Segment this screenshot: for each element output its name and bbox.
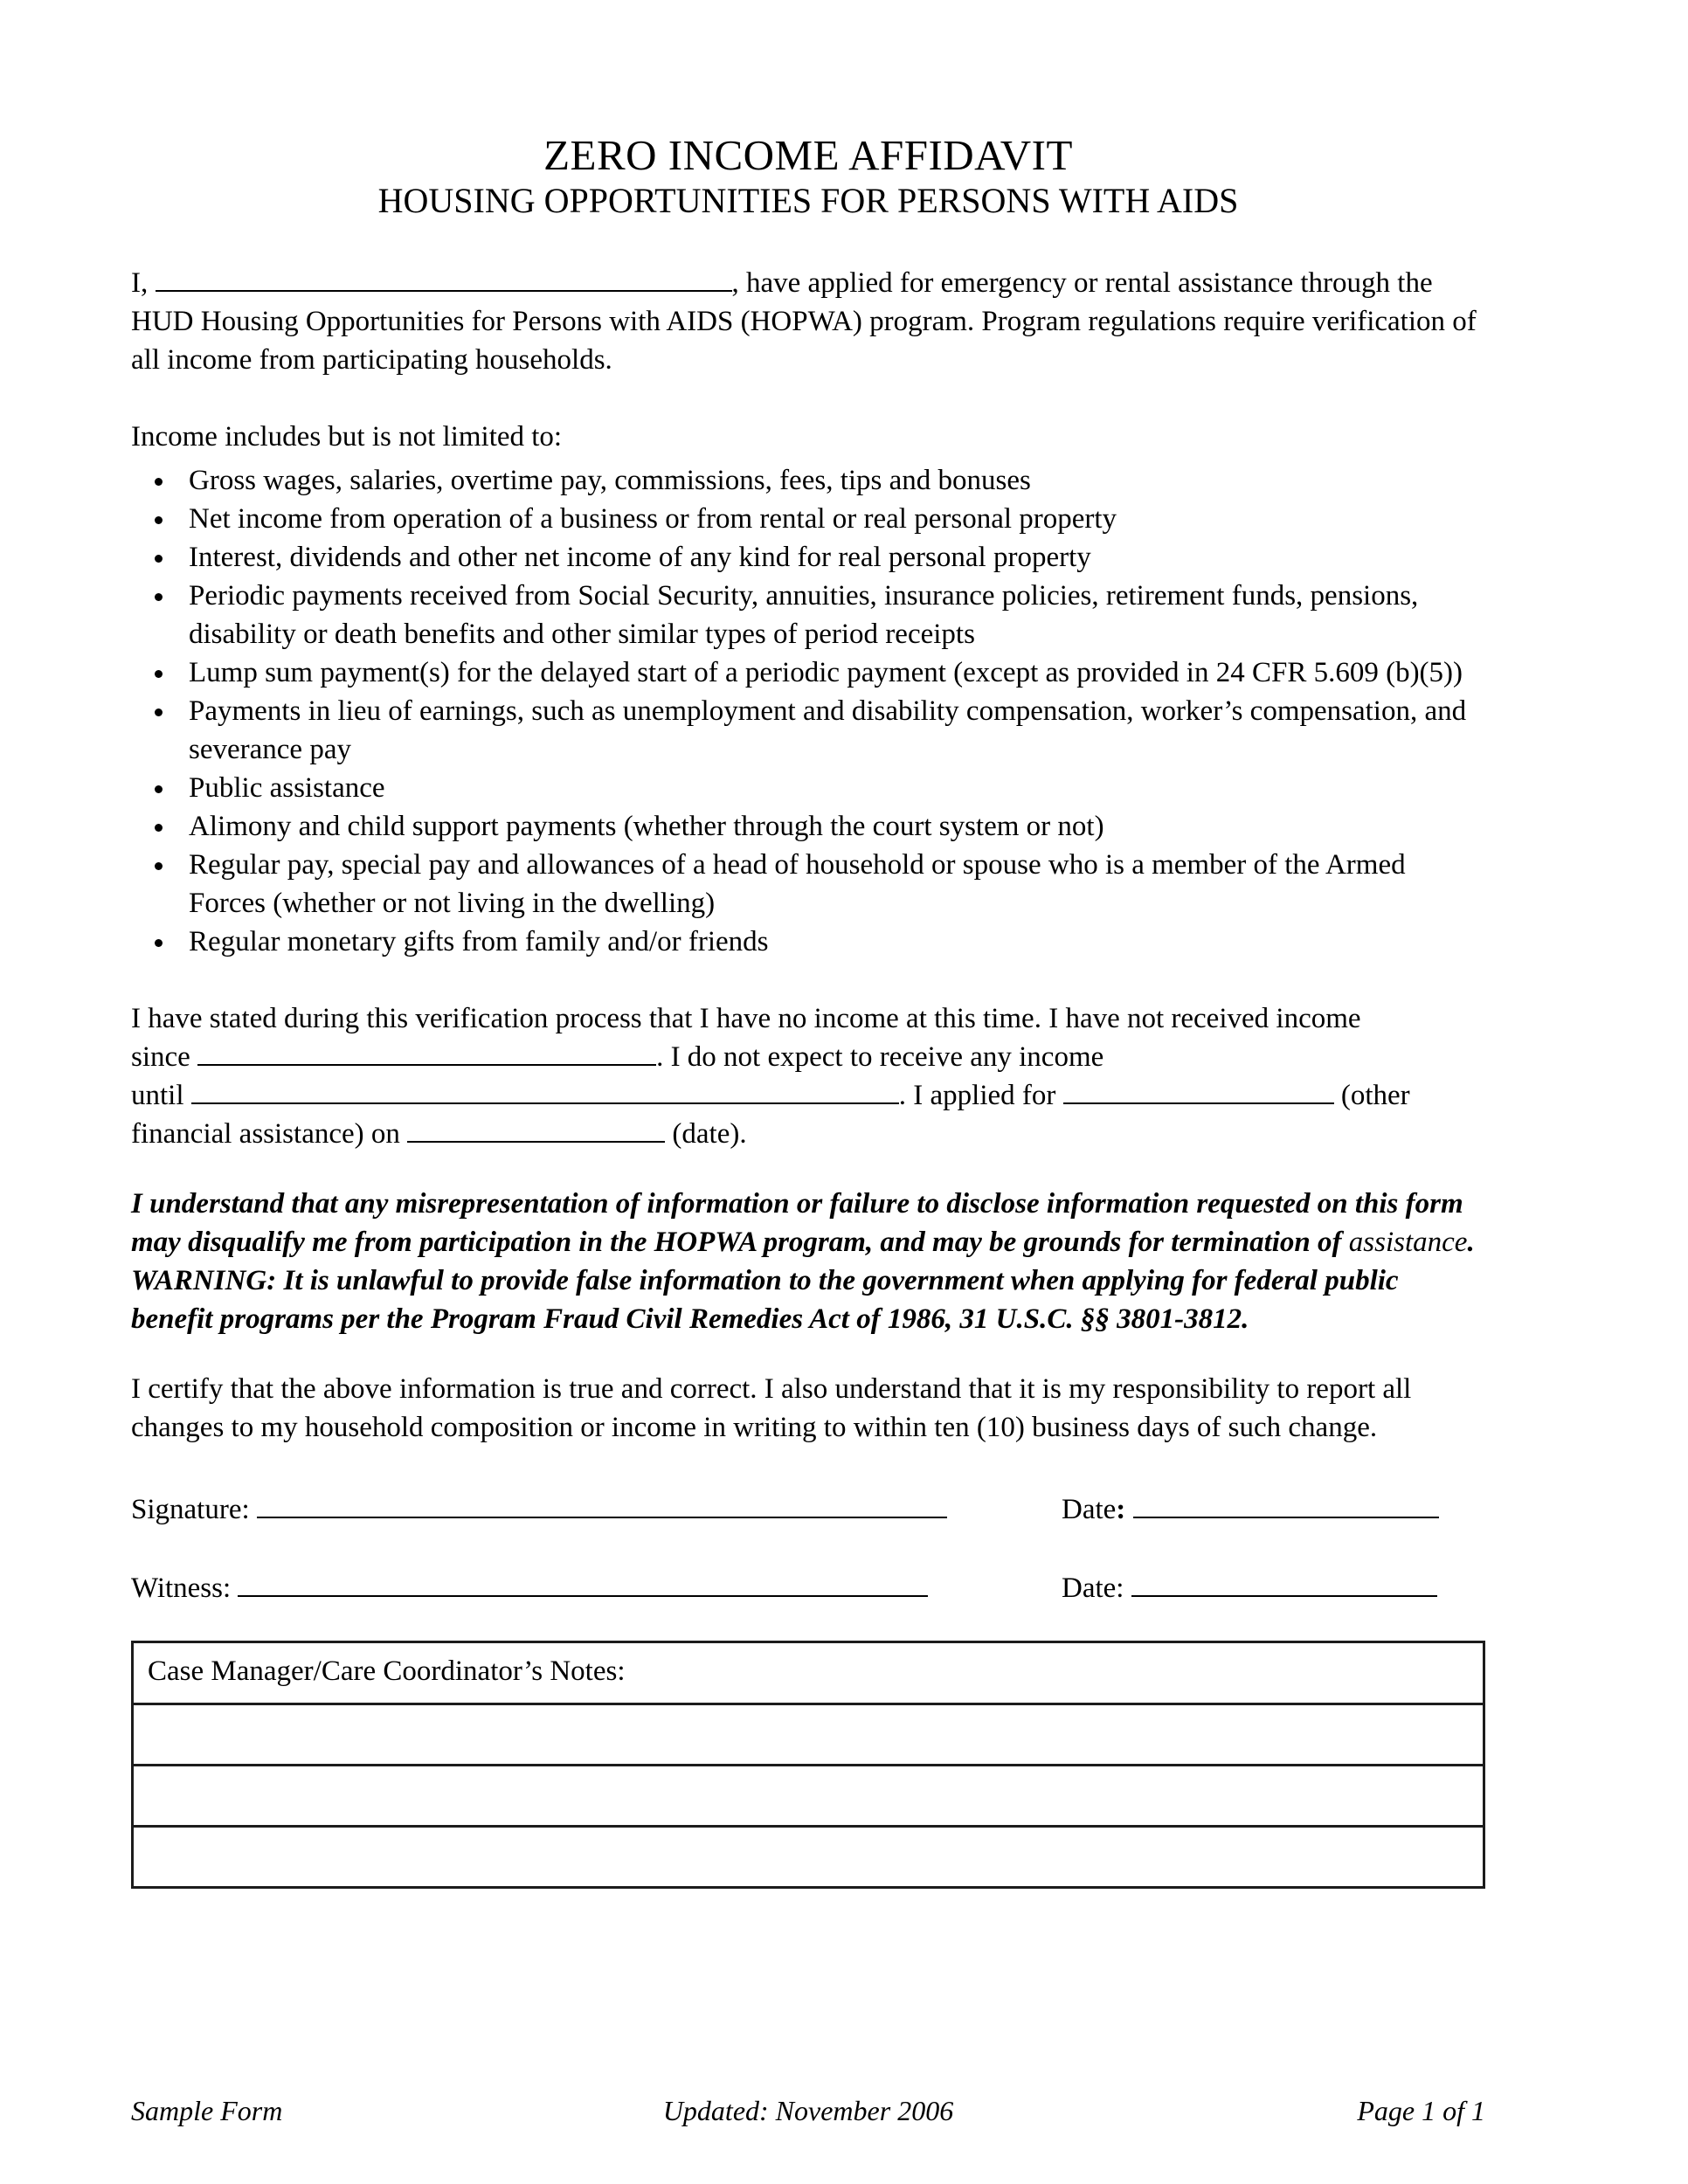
notes-empty-row-3[interactable] — [134, 1825, 1483, 1886]
income-item-text: Periodic payments received from Social Security, annuities, insurance policies, retirement funds, pensions, disability or death benefits and other similar types of period receipts — [189, 580, 1419, 650]
income-item-text: Lump sum payment(s) for the delayed start of a periodic payment (except as provided in 24 CFR 5.609 (b)(5)) — [189, 657, 1463, 688]
notes-empty-row-2[interactable] — [134, 1764, 1483, 1825]
income-list-item — [176, 461, 1485, 500]
income-item-text: Regular monetary gifts from family and/or friends — [189, 926, 769, 957]
signature-blank[interactable] — [257, 1490, 947, 1518]
notes-empty-row-1[interactable] — [134, 1703, 1483, 1764]
signature-label: Signature: — [131, 1494, 250, 1525]
case-manager-notes-box — [131, 1641, 1485, 1889]
income-item-text: Payments in lieu of earnings, such as unemployment and disability compensation, worker’s compensation, and severance pay — [189, 695, 1467, 765]
certification-paragraph: I certify that the above information is true and correct. I also understand that it is my responsibility to report all changes to my household composition or income in writing to within ten (10) business days of such change. — [131, 1373, 1412, 1443]
income-list-item — [176, 500, 1485, 538]
footer-left: Sample Form — [131, 2095, 283, 2126]
income-list-item — [176, 923, 1485, 961]
statement-paragraph — [131, 999, 1485, 1153]
page-title: ZERO INCOME AFFIDAVIT — [543, 131, 1073, 179]
warning-paragraph — [131, 1185, 1485, 1338]
signature-date-colon: : — [1116, 1494, 1126, 1525]
signature-date-blank[interactable] — [1133, 1490, 1439, 1518]
date-suffix-label: (date). — [672, 1118, 747, 1150]
page-subtitle: HOUSING OPPORTUNITIES FOR PERSONS WITH AIDS — [377, 181, 1239, 220]
income-list-item — [176, 577, 1485, 653]
until-label: until — [131, 1080, 184, 1111]
income-list-item — [176, 538, 1485, 577]
since-label: since — [131, 1041, 190, 1073]
income-list — [131, 461, 1485, 961]
other-label: (other — [1340, 1080, 1410, 1111]
applied-for-blank[interactable] — [1063, 1076, 1334, 1104]
income-list-item — [176, 846, 1485, 923]
income-until-date-blank[interactable] — [191, 1076, 899, 1104]
signature-date-group — [1062, 1490, 1439, 1529]
income-list-item — [176, 807, 1485, 846]
income-item-text: Alimony and child support payments (whether through the court system or not) — [189, 811, 1104, 842]
income-item-text: Public assistance — [189, 772, 385, 804]
page-content — [131, 131, 1485, 1889]
income-item-text: Regular pay, special pay and allowances of a head of household or spouse who is a member of the Armed Forces (whether or not living in the dwelling) — [189, 849, 1406, 919]
intro-lead: I, — [131, 267, 149, 299]
footer-center: Updated: November 2006 — [662, 2095, 954, 2126]
signature-left-group — [131, 1490, 1062, 1529]
witness-left-group — [131, 1569, 1062, 1607]
intro-body: , have applied for emergency or rental assistance through the HUD Housing Opportunities for Persons with AIDS (HOPWA) program. Program regulations require verification of all income from participating households. — [131, 267, 1477, 376]
statement-line-4 — [131, 1115, 1485, 1153]
income-list-item — [176, 692, 1485, 769]
after-since-text: . I do not expect to receive any income — [656, 1041, 1104, 1073]
income-list-item — [176, 653, 1485, 692]
statement-line1-text: I have stated during this verification process that I have no income at this time. I have not received income — [131, 1003, 1361, 1034]
notes-box-header: Case Manager/Care Coordinator’s Notes: — [148, 1655, 626, 1687]
income-since-date-blank[interactable] — [197, 1038, 656, 1066]
statement-line-2 — [131, 1038, 1485, 1076]
applied-on-date-blank[interactable] — [407, 1115, 665, 1143]
income-heading: Income includes but is not limited to: — [131, 421, 563, 453]
income-item-text: Net income from operation of a business or from rental or real personal property — [189, 503, 1117, 535]
applicant-name-blank[interactable] — [156, 264, 732, 292]
page-footer — [131, 2091, 1485, 2130]
financial-assistance-prefix: financial assistance) on — [131, 1118, 400, 1150]
income-item-text: Interest, dividends and other net income of any kind for real personal property — [189, 542, 1091, 573]
warning-part-1: I understand that any misrepresentation of information or failure to disclose information requested on this form may disqualify me from participation in the HOPWA program, and may be grounds for termination of — [131, 1188, 1463, 1258]
witness-date-label: Date: — [1062, 1572, 1124, 1604]
witness-date-blank[interactable] — [1131, 1569, 1437, 1597]
signature-row — [131, 1490, 1485, 1529]
income-item-text: Gross wages, salaries, overtime pay, commissions, fees, tips and bonuses — [189, 465, 1031, 496]
statement-line-3 — [131, 1076, 1485, 1115]
warning-part-2: assistance — [1348, 1227, 1468, 1258]
signature-date-label: Date — [1062, 1494, 1117, 1525]
witness-label: Witness: — [131, 1572, 232, 1604]
income-list-item — [176, 769, 1485, 807]
intro-paragraph — [131, 264, 1485, 379]
witness-date-group — [1062, 1569, 1437, 1607]
warning-part-3: . WARNING: It is unlawful to provide false information to the government when applying for federal public benefit programs per the Program Fraud Civil Remedies Act of 1986, 31 U.S.C. §§ 3801-3812. — [131, 1227, 1475, 1335]
witness-row — [131, 1569, 1485, 1607]
witness-blank[interactable] — [238, 1569, 928, 1597]
footer-right: Page 1 of 1 — [1357, 2095, 1486, 2126]
after-until-text: . I applied for — [898, 1080, 1056, 1111]
statement-line-1 — [131, 999, 1485, 1038]
